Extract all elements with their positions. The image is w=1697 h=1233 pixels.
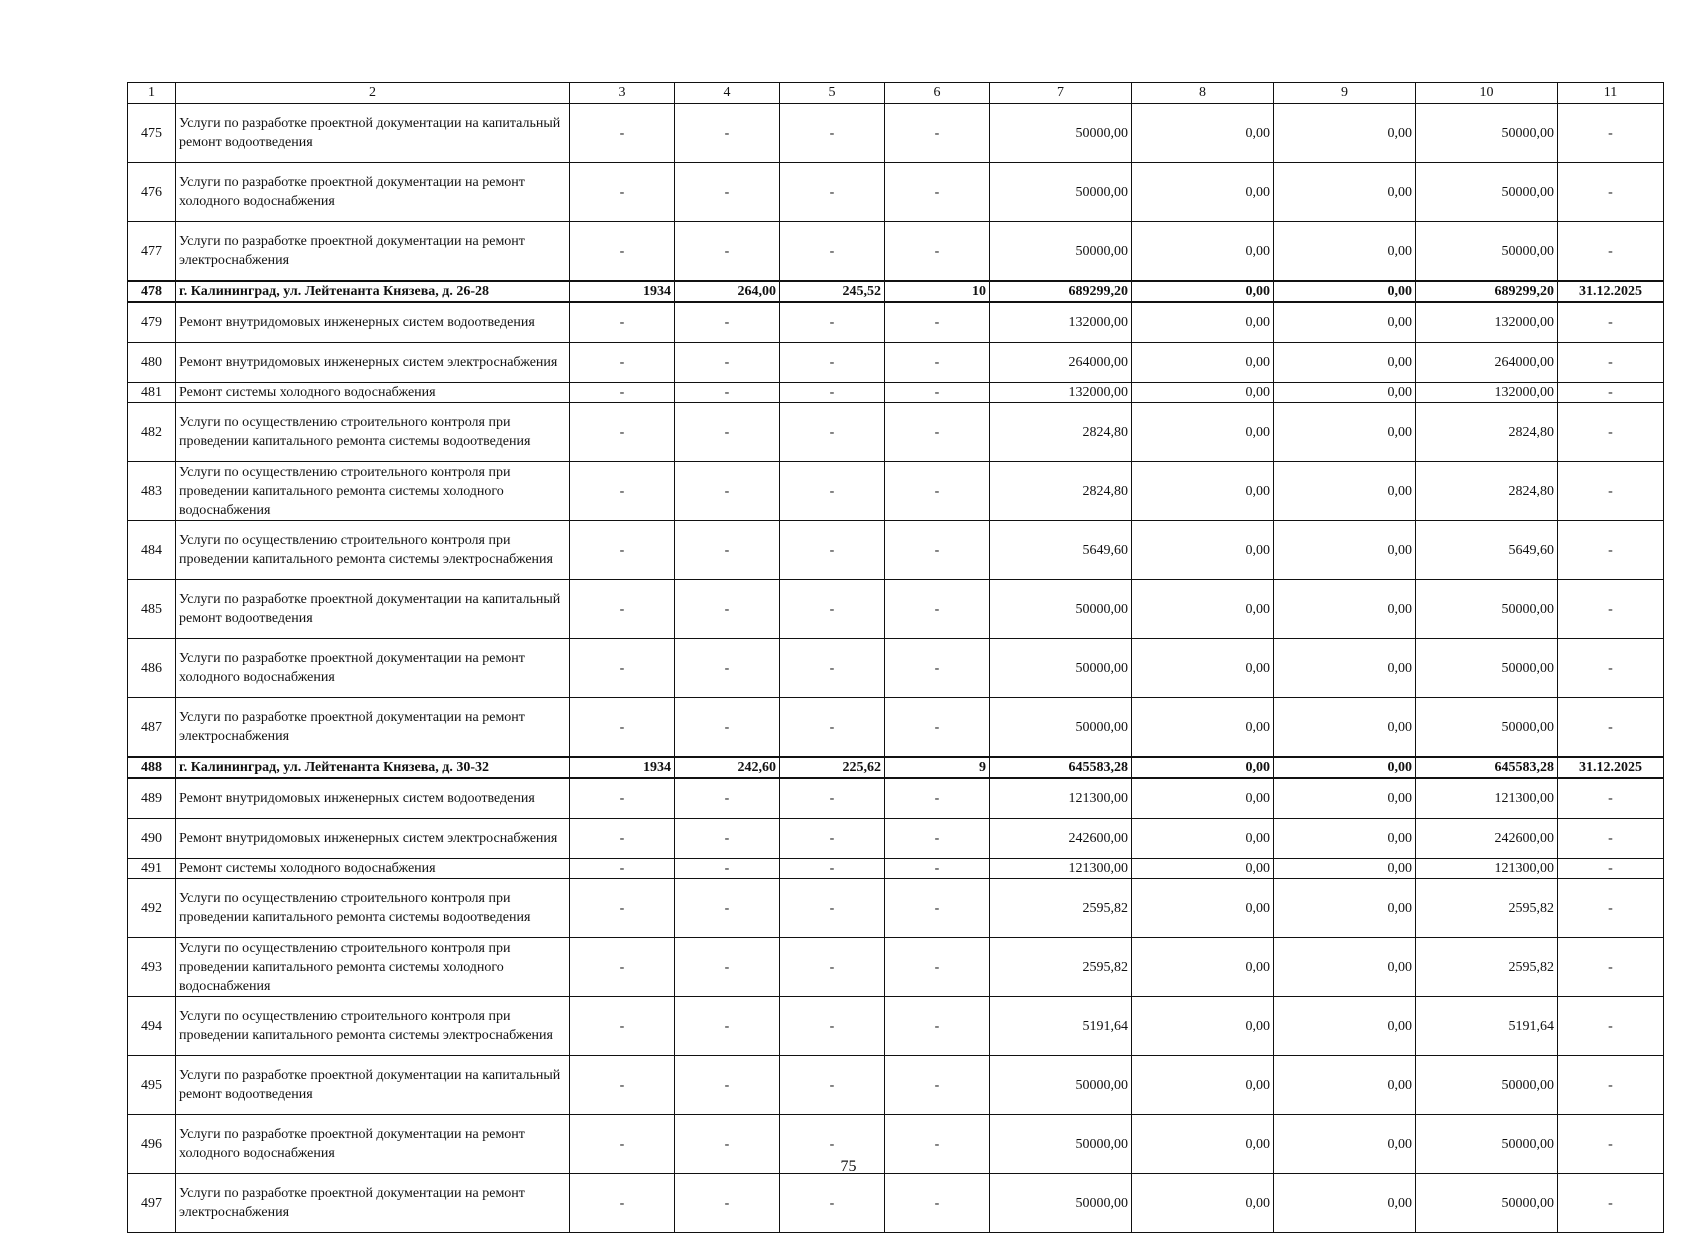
row-number: 486 [128,639,176,698]
col-6-value: - [885,938,990,997]
col-5-value: - [780,383,885,403]
col-3-value: - [570,938,675,997]
col-6-value: - [885,698,990,758]
col-11-date: - [1558,580,1664,639]
col-6-value: - [885,462,990,521]
col-9-amount: 0,00 [1274,698,1416,758]
col-3-value: - [570,997,675,1056]
col-4-value: - [675,639,780,698]
row-description: Услуги по разработке проектной документации на капитальный ремонт водоотведения [176,580,570,639]
col-10-amount: 50000,00 [1416,163,1558,222]
col-4-value: - [675,343,780,383]
table-body [128,104,1664,1233]
col-6-value: 9 [885,757,990,778]
row-number: 488 [128,757,176,778]
row-number: 482 [128,403,176,462]
col-9-amount: 0,00 [1274,778,1416,819]
table-row [128,163,1664,222]
col-4-value: - [675,104,780,163]
col-8-amount: 0,00 [1132,997,1274,1056]
col-5-value: - [780,163,885,222]
table-row [128,859,1664,879]
col-8-amount: 0,00 [1132,698,1274,758]
column-header: 10 [1416,83,1558,104]
col-6-value: - [885,1174,990,1233]
col-7-amount: 121300,00 [990,859,1132,879]
table-row [128,1174,1664,1233]
col-5-value: - [780,938,885,997]
column-header: 3 [570,83,675,104]
row-number: 496 [128,1115,176,1174]
table-row [128,403,1664,462]
col-11-date: - [1558,859,1664,879]
row-number: 484 [128,521,176,580]
col-7-amount: 132000,00 [990,302,1132,343]
table-row [128,521,1664,580]
col-7-amount: 5649,60 [990,521,1132,580]
row-description: Услуги по разработке проектной документации на ремонт электроснабжения [176,698,570,758]
col-4-value: - [675,997,780,1056]
col-11-date: - [1558,462,1664,521]
col-5-value: - [780,104,885,163]
col-6-value: - [885,222,990,282]
col-11-date: - [1558,938,1664,997]
col-4-value: 242,60 [675,757,780,778]
col-10-amount: 2824,80 [1416,403,1558,462]
column-header: 1 [128,83,176,104]
row-description: Ремонт внутридомовых инженерных систем электроснабжения [176,343,570,383]
col-10-amount: 689299,20 [1416,281,1558,302]
address-row [128,281,1664,302]
row-number: 483 [128,462,176,521]
row-number: 491 [128,859,176,879]
col-5-value: - [780,1056,885,1115]
col-11-date: 31.12.2025 [1558,281,1664,302]
col-4-value: - [675,1174,780,1233]
row-description: Ремонт внутридомовых инженерных систем водоотведения [176,778,570,819]
col-6-value: - [885,778,990,819]
col-10-amount: 50000,00 [1416,698,1558,758]
col-9-amount: 0,00 [1274,104,1416,163]
col-10-amount: 121300,00 [1416,778,1558,819]
col-6-value: - [885,104,990,163]
col-7-amount: 2595,82 [990,879,1132,938]
col-3-value: - [570,580,675,639]
col-8-amount: 0,00 [1132,819,1274,859]
col-6-value: - [885,383,990,403]
col-9-amount: 0,00 [1274,879,1416,938]
col-5-value: - [780,521,885,580]
col-7-amount: 2824,80 [990,462,1132,521]
col-3-value: - [570,383,675,403]
col-6-value: - [885,521,990,580]
col-10-amount: 50000,00 [1416,104,1558,163]
row-number: 481 [128,383,176,403]
col-6-value: - [885,997,990,1056]
col-6-value: - [885,859,990,879]
col-7-amount: 50000,00 [990,698,1132,758]
col-8-amount: 0,00 [1132,343,1274,383]
col-11-date: - [1558,1115,1664,1174]
col-4-value: - [675,938,780,997]
col-10-amount: 121300,00 [1416,859,1558,879]
col-6-value: - [885,580,990,639]
col-8-amount: 0,00 [1132,521,1274,580]
row-number: 494 [128,997,176,1056]
row-number: 497 [128,1174,176,1233]
col-5-value: - [780,997,885,1056]
col-4-value: - [675,163,780,222]
table-row [128,580,1664,639]
col-8-amount: 0,00 [1132,639,1274,698]
col-11-date: - [1558,698,1664,758]
table-row [128,462,1664,521]
col-8-amount: 0,00 [1132,302,1274,343]
col-9-amount: 0,00 [1274,462,1416,521]
col-8-amount: 0,00 [1132,281,1274,302]
row-description: Услуги по осуществлению строительного контроля при проведении капитального ремонта системы холодного водоснабжения [176,938,570,997]
col-3-value: - [570,819,675,859]
col-4-value: - [675,819,780,859]
col-3-value: - [570,163,675,222]
col-5-value: - [780,879,885,938]
col-8-amount: 0,00 [1132,1174,1274,1233]
col-10-amount: 5191,64 [1416,997,1558,1056]
col-11-date: - [1558,163,1664,222]
column-header: 7 [990,83,1132,104]
col-11-date: - [1558,383,1664,403]
col-7-amount: 50000,00 [990,104,1132,163]
col-11-date: - [1558,343,1664,383]
col-6-value: - [885,819,990,859]
col-10-amount: 2824,80 [1416,462,1558,521]
col-8-amount: 0,00 [1132,462,1274,521]
col-9-amount: 0,00 [1274,997,1416,1056]
col-11-date: - [1558,778,1664,819]
col-5-value: - [780,222,885,282]
col-5-value: - [780,698,885,758]
col-7-amount: 50000,00 [990,580,1132,639]
row-number: 480 [128,343,176,383]
col-4-value: - [675,403,780,462]
col-6-value: 10 [885,281,990,302]
col-6-value: - [885,403,990,462]
row-number: 479 [128,302,176,343]
col-5-value: - [780,403,885,462]
col-7-amount: 645583,28 [990,757,1132,778]
col-8-amount: 0,00 [1132,859,1274,879]
col-10-amount: 645583,28 [1416,757,1558,778]
col-4-value: 264,00 [675,281,780,302]
col-11-date: - [1558,302,1664,343]
col-11-date: - [1558,997,1664,1056]
col-7-amount: 50000,00 [990,639,1132,698]
col-8-amount: 0,00 [1132,222,1274,282]
col-9-amount: 0,00 [1274,383,1416,403]
col-3-value: - [570,879,675,938]
col-5-value: - [780,462,885,521]
col-11-date: - [1558,879,1664,938]
col-11-date: - [1558,639,1664,698]
col-3-value: - [570,222,675,282]
col-4-value: - [675,859,780,879]
col-3-value: - [570,1115,675,1174]
col-9-amount: 0,00 [1274,757,1416,778]
col-9-amount: 0,00 [1274,1056,1416,1115]
row-description: Услуги по осуществлению строительного контроля при проведении капитального ремонта системы холодного водоснабжения [176,462,570,521]
col-7-amount: 242600,00 [990,819,1132,859]
row-description: Ремонт системы холодного водоснабжения [176,383,570,403]
row-number: 476 [128,163,176,222]
col-7-amount: 50000,00 [990,1056,1132,1115]
column-header: 8 [1132,83,1274,104]
col-10-amount: 50000,00 [1416,1056,1558,1115]
column-header: 9 [1274,83,1416,104]
col-7-amount: 2824,80 [990,403,1132,462]
col-3-value: - [570,462,675,521]
col-10-amount: 5649,60 [1416,521,1558,580]
col-7-amount: 50000,00 [990,222,1132,282]
col-9-amount: 0,00 [1274,281,1416,302]
page-number: 75 [840,1158,857,1175]
col-8-amount: 0,00 [1132,1056,1274,1115]
col-9-amount: 0,00 [1274,1174,1416,1233]
col-10-amount: 50000,00 [1416,1115,1558,1174]
row-description: Услуги по разработке проектной документации на ремонт холодного водоснабжения [176,1115,570,1174]
col-6-value: - [885,639,990,698]
table-row [128,1056,1664,1115]
row-number: 475 [128,104,176,163]
table-row [128,639,1664,698]
col-3-value: - [570,343,675,383]
budget-table [127,82,1664,1233]
col-10-amount: 2595,82 [1416,879,1558,938]
table-row [128,997,1664,1056]
col-3-value: 1934 [570,757,675,778]
col-9-amount: 0,00 [1274,521,1416,580]
row-description: Услуги по осуществлению строительного контроля при проведении капитального ремонта системы электроснабжения [176,521,570,580]
col-9-amount: 0,00 [1274,859,1416,879]
col-6-value: - [885,1115,990,1174]
row-description: г. Калининград, ул. Лейтенанта Князева, д. 30-32 [176,757,570,778]
col-8-amount: 0,00 [1132,104,1274,163]
col-7-amount: 5191,64 [990,997,1132,1056]
col-5-value: - [780,778,885,819]
col-10-amount: 50000,00 [1416,580,1558,639]
col-4-value: - [675,222,780,282]
col-10-amount: 264000,00 [1416,343,1558,383]
col-8-amount: 0,00 [1132,938,1274,997]
col-11-date: - [1558,222,1664,282]
col-8-amount: 0,00 [1132,580,1274,639]
col-5-value: - [780,1174,885,1233]
col-8-amount: 0,00 [1132,383,1274,403]
row-description: Услуги по разработке проектной документации на капитальный ремонт водоотведения [176,1056,570,1115]
col-5-value: 225,62 [780,757,885,778]
col-4-value: - [675,698,780,758]
col-7-amount: 132000,00 [990,383,1132,403]
table-row [128,222,1664,282]
column-header: 5 [780,83,885,104]
col-8-amount: 0,00 [1132,1115,1274,1174]
row-description: Ремонт внутридомовых инженерных систем электроснабжения [176,819,570,859]
column-header: 6 [885,83,990,104]
col-10-amount: 50000,00 [1416,1174,1558,1233]
col-5-value: - [780,859,885,879]
col-5-value: - [780,580,885,639]
col-9-amount: 0,00 [1274,819,1416,859]
col-6-value: - [885,1056,990,1115]
col-7-amount: 264000,00 [990,343,1132,383]
col-4-value: - [675,1115,780,1174]
col-4-value: - [675,580,780,639]
col-4-value: - [675,302,780,343]
col-5-value: - [780,819,885,859]
row-number: 495 [128,1056,176,1115]
column-header: 2 [176,83,570,104]
col-3-value: - [570,403,675,462]
table-row [128,383,1664,403]
col-3-value: - [570,1174,675,1233]
col-9-amount: 0,00 [1274,580,1416,639]
col-8-amount: 0,00 [1132,163,1274,222]
col-7-amount: 50000,00 [990,1174,1132,1233]
col-6-value: - [885,343,990,383]
col-5-value: 245,52 [780,281,885,302]
address-row [128,757,1664,778]
col-10-amount: 132000,00 [1416,383,1558,403]
row-description: Услуги по осуществлению строительного контроля при проведении капитального ремонта системы водоотведения [176,403,570,462]
col-3-value: - [570,698,675,758]
col-6-value: - [885,879,990,938]
col-3-value: - [570,859,675,879]
col-8-amount: 0,00 [1132,403,1274,462]
col-5-value: - [780,1115,885,1174]
col-6-value: - [885,302,990,343]
row-number: 492 [128,879,176,938]
col-9-amount: 0,00 [1274,343,1416,383]
col-4-value: - [675,383,780,403]
row-description: Услуги по осуществлению строительного контроля при проведении капитального ремонта системы электроснабжения [176,997,570,1056]
col-7-amount: 50000,00 [990,1115,1132,1174]
col-10-amount: 2595,82 [1416,938,1558,997]
col-6-value: - [885,163,990,222]
row-description: Услуги по осуществлению строительного контроля при проведении капитального ремонта системы водоотведения [176,879,570,938]
row-description: Услуги по разработке проектной документации на ремонт электроснабжения [176,1174,570,1233]
col-11-date: - [1558,521,1664,580]
col-7-amount: 121300,00 [990,778,1132,819]
row-number: 487 [128,698,176,758]
col-3-value: - [570,639,675,698]
col-7-amount: 2595,82 [990,938,1132,997]
col-5-value: - [780,302,885,343]
col-4-value: - [675,778,780,819]
col-7-amount: 50000,00 [990,163,1132,222]
col-3-value: - [570,778,675,819]
col-9-amount: 0,00 [1274,938,1416,997]
table-row [128,302,1664,343]
col-7-amount: 689299,20 [990,281,1132,302]
col-11-date: 31.12.2025 [1558,757,1664,778]
col-3-value: 1934 [570,281,675,302]
col-9-amount: 0,00 [1274,302,1416,343]
row-description: Услуги по разработке проектной документации на ремонт холодного водоснабжения [176,163,570,222]
row-number: 477 [128,222,176,282]
col-9-amount: 0,00 [1274,1115,1416,1174]
col-9-amount: 0,00 [1274,403,1416,462]
row-number: 489 [128,778,176,819]
col-8-amount: 0,00 [1132,778,1274,819]
col-9-amount: 0,00 [1274,163,1416,222]
col-11-date: - [1558,403,1664,462]
col-3-value: - [570,302,675,343]
col-11-date: - [1558,104,1664,163]
row-number: 490 [128,819,176,859]
column-number-row [128,83,1664,104]
row-description: Услуги по разработке проектной документации на ремонт электроснабжения [176,222,570,282]
column-header: 4 [675,83,780,104]
col-4-value: - [675,1056,780,1115]
col-11-date: - [1558,819,1664,859]
col-10-amount: 132000,00 [1416,302,1558,343]
table-row [128,819,1664,859]
col-10-amount: 50000,00 [1416,222,1558,282]
row-description: г. Калининград, ул. Лейтенанта Князева, д. 26-28 [176,281,570,302]
col-10-amount: 242600,00 [1416,819,1558,859]
table-row [128,104,1664,163]
row-description: Услуги по разработке проектной документации на капитальный ремонт водоотведения [176,104,570,163]
row-description: Ремонт системы холодного водоснабжения [176,859,570,879]
col-8-amount: 0,00 [1132,757,1274,778]
col-5-value: - [780,343,885,383]
col-10-amount: 50000,00 [1416,639,1558,698]
table-row [128,879,1664,938]
col-5-value: - [780,639,885,698]
col-11-date: - [1558,1056,1664,1115]
column-header: 11 [1558,83,1664,104]
col-3-value: - [570,1056,675,1115]
table-row [128,698,1664,758]
col-11-date: - [1558,1174,1664,1233]
row-description: Ремонт внутридомовых инженерных систем водоотведения [176,302,570,343]
table-row [128,778,1664,819]
row-number: 493 [128,938,176,997]
table-row [128,938,1664,997]
row-description: Услуги по разработке проектной документации на ремонт холодного водоснабжения [176,639,570,698]
col-9-amount: 0,00 [1274,639,1416,698]
row-number: 485 [128,580,176,639]
col-4-value: - [675,879,780,938]
col-4-value: - [675,462,780,521]
col-9-amount: 0,00 [1274,222,1416,282]
col-8-amount: 0,00 [1132,879,1274,938]
col-3-value: - [570,521,675,580]
col-4-value: - [675,521,780,580]
row-number: 478 [128,281,176,302]
table-row [128,343,1664,383]
col-3-value: - [570,104,675,163]
